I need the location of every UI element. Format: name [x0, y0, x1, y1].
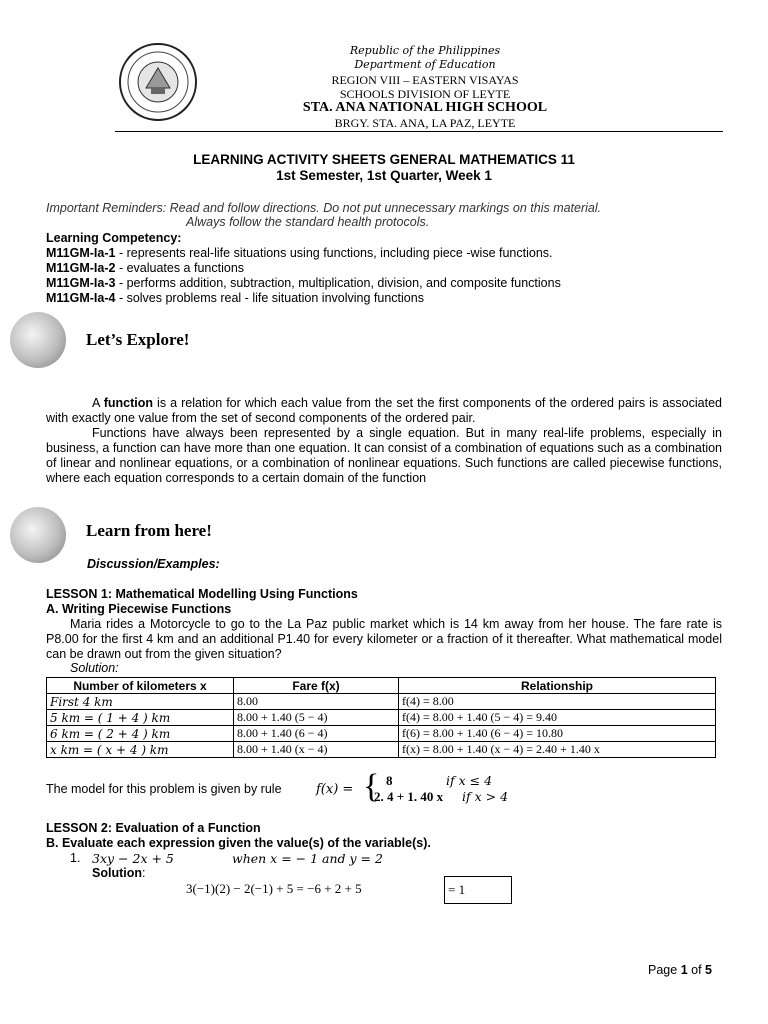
- table-cell: First 4 km: [47, 694, 234, 710]
- lesson1-subheading: A. Writing Piecewise Functions: [46, 602, 232, 616]
- explore-p1-lead: A: [92, 396, 104, 410]
- case1-value: 8: [386, 773, 393, 788]
- competency-code: M11GM-Ia-4: [46, 291, 116, 305]
- header-address: BRGY. STA. ANA, LA PAZ, LEYTE: [334, 116, 516, 130]
- solution-label-word: Solution: [92, 866, 142, 880]
- table-header-cell: Fare f(x): [234, 678, 399, 694]
- lesson2-heading: LESSON 2: Evaluation of a Function: [46, 821, 261, 835]
- lesson1-heading: LESSON 1: Mathematical Modelling Using Functions: [46, 587, 358, 601]
- table-cell: x km = ( x + 4 ) km: [47, 742, 234, 758]
- of-word: of: [691, 963, 702, 977]
- solution-work: 3(−1)(2) − 2(−1) + 5 = −6 + 2 + 5: [186, 881, 362, 896]
- table-header-cell: Number of kilometers x: [47, 678, 234, 694]
- competency-text: - evaluates a functions: [115, 261, 245, 275]
- explore-section-title: Let’s Explore!: [86, 330, 190, 349]
- case1-condition: if x ≤ 4: [446, 773, 493, 788]
- document-title: LEARNING ACTIVITY SHEETS GENERAL MATHEMATICS 11: [193, 152, 575, 167]
- table-cell: f(4) = 8.00 + 1.40 (5 − 4) = 9.40: [399, 710, 716, 726]
- table-row: [47, 710, 716, 726]
- discussion-label: Discussion/Examples:: [87, 557, 220, 571]
- table-cell: f(x) = 8.00 + 1.40 (x − 4) = 2.40 + 1.40 x: [399, 742, 716, 758]
- table-row: [47, 694, 716, 710]
- table-cell: 8.00 + 1.40 (6 − 4): [234, 726, 399, 742]
- competency-item: [46, 261, 244, 275]
- reminder-line-1: Important Reminders: Read and follow directions. Do not put unnecessary markings on this material.: [46, 201, 602, 215]
- page-total: 5: [705, 963, 712, 977]
- table-cell: 6 km = ( 2 + 4 ) km: [47, 726, 234, 742]
- table-cell: 5 km = ( 1 + 4 ) km: [47, 710, 234, 726]
- document-subtitle: 1st Semester, 1st Quarter, Week 1: [276, 168, 492, 183]
- case2-condition: if x > 4: [462, 789, 509, 804]
- header-republic: Republic of the Philippines: [349, 44, 501, 57]
- table-row: [47, 726, 716, 742]
- explore-section-icon: [10, 312, 66, 368]
- lesson1-solution-label: Solution:: [70, 661, 119, 675]
- table-cell: 8.00 + 1.40 (5 − 4): [234, 710, 399, 726]
- reminder-line-2: Always follow the standard health protocols.: [186, 215, 430, 229]
- model-statement: The model for this problem is given by rule: [46, 782, 282, 796]
- competency-text: - represents real-life situations using functions, including piece -wise functions.: [115, 246, 553, 260]
- competency-code: M11GM-Ia-2: [46, 261, 116, 275]
- table-cell: f(6) = 8.00 + 1.40 (6 − 4) = 10.80: [399, 726, 716, 742]
- page-number: 1: [680, 963, 688, 977]
- brace-glyph: {: [363, 768, 380, 805]
- competency-item: [46, 276, 561, 290]
- learn-section-icon: [10, 507, 66, 563]
- explore-p1-rest: is a relation for which each value from the set the first components of the ordered pairs is associated with exactly one value from the set of second components of the ordered pair.: [46, 396, 722, 425]
- explore-p1-term: function: [103, 396, 153, 410]
- expression: 3xy − 2x + 5: [92, 851, 174, 866]
- page-word: Page: [648, 963, 678, 977]
- explore-paragraph-2: Functions have always been represented by a single equation. But in many real-life problems, especially in business, a function can have more than one equation. It can consist of a combination of equations such as a combination of linear and nonlinear equations, or a combination of nonlinear equations. Such functions are called piecewise functions, where each equation corresponds to a certain domain of the function: [46, 426, 722, 485]
- lesson1-problem: Maria rides a Motorcycle to go to the La Paz public market which is 14 km away from her house. The fare rate is P8.00 for the first 4 km and an additional P1.40 for every kilometer or a fraction of it thereafter. What mathematical model can be drawn out from the given situation?: [46, 617, 722, 661]
- header-division: SCHOOLS DIVISION OF LEYTE: [339, 87, 511, 101]
- fare-table: [46, 677, 716, 758]
- table-cell: 8.00 + 1.40 (x − 4): [234, 742, 399, 758]
- item-number: 1.: [70, 851, 81, 865]
- competency-item: [46, 291, 424, 305]
- model-fx: f(x) =: [316, 782, 354, 797]
- competency-heading: Learning Competency:: [46, 231, 182, 245]
- learn-section-title: Learn from here!: [86, 521, 212, 540]
- table-cell: 8.00: [234, 694, 399, 710]
- header-divider: [115, 131, 723, 132]
- competency-code: M11GM-Ia-3: [46, 276, 116, 290]
- table-cell: f(4) = 8.00: [399, 694, 716, 710]
- answer-box: = 1: [444, 876, 512, 904]
- competency-item: [46, 246, 553, 260]
- header-region: REGION VIII – EASTERN VISAYAS: [331, 73, 519, 87]
- competency-code: M11GM-Ia-1: [46, 246, 116, 260]
- lesson2-subheading: B. Evaluate each expression given the value(s) of the variable(s).: [46, 836, 431, 850]
- competency-text: - solves problems real - life situation involving functions: [115, 291, 424, 305]
- header-school-name: STA. ANA NATIONAL HIGH SCHOOL: [302, 100, 548, 115]
- lesson2-solution-label: [92, 866, 145, 880]
- fare-table-wrapper: [46, 677, 716, 758]
- expression-condition: when x = − 1 and y = 2: [232, 851, 383, 866]
- header-department: Department of Education: [354, 58, 496, 71]
- case2-value: 2. 4 + 1. 40 x: [374, 789, 444, 804]
- school-seal-logo: [118, 42, 198, 122]
- competency-text: - performs addition, subtraction, multiplication, division, and composite functions: [115, 276, 561, 290]
- table-header-cell: Relationship: [399, 678, 716, 694]
- solution-label-colon: :: [142, 866, 146, 880]
- table-row: [47, 742, 716, 758]
- explore-paragraph-1: [46, 396, 722, 426]
- table-header-row: [47, 678, 716, 694]
- page-indicator: [648, 963, 712, 977]
